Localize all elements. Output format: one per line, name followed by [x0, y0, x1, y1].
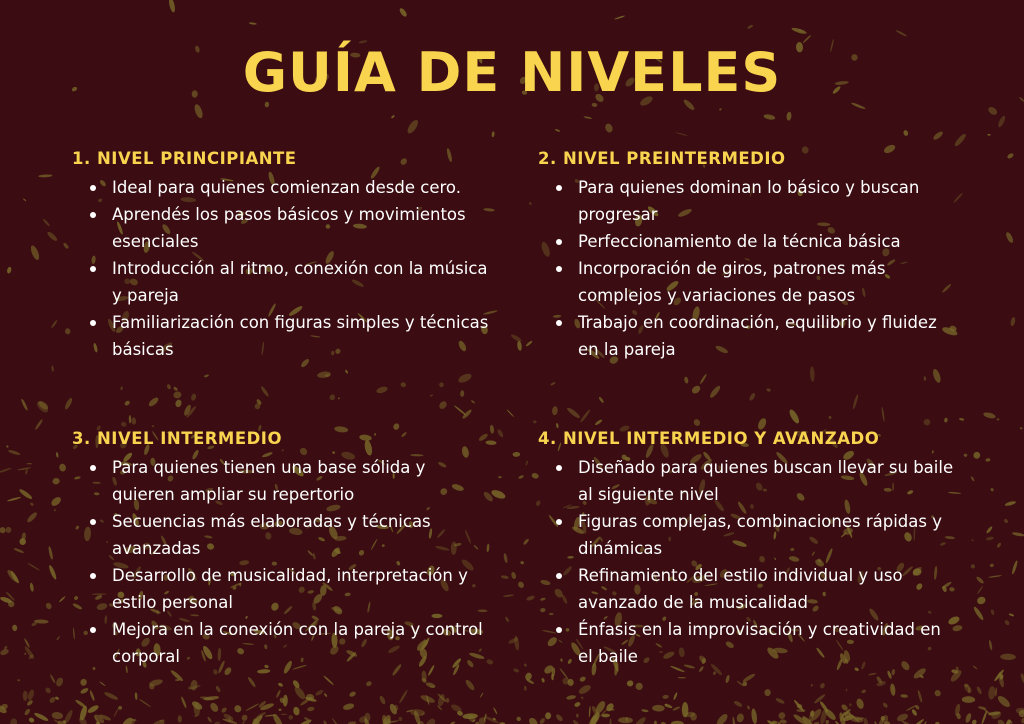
- bullet-icon: [556, 519, 562, 525]
- list-item: [72, 255, 492, 309]
- list-item-text: Familiarización con figuras simples y técnicas básicas: [112, 313, 489, 359]
- list-item: [72, 174, 492, 201]
- list-item-text: Mejora en la conexión con la pareja y control corporal: [112, 620, 483, 666]
- list-item-text: Diseñado para quienes buscan llevar su baile al siguiente nivel: [578, 458, 954, 504]
- list-item-text: Aprendés los pasos básicos y movimientos esenciales: [112, 205, 466, 251]
- bullet-list: [72, 174, 492, 363]
- list-item-text: Introducción al ritmo, conexión con la música y pareja: [112, 259, 488, 305]
- list-item: [538, 616, 958, 670]
- bullet-icon: [90, 519, 96, 525]
- list-item: [72, 562, 492, 616]
- bullet-icon: [556, 266, 562, 272]
- bullet-icon: [556, 627, 562, 633]
- list-item-text: Refinamiento del estilo individual y uso avanzado de la musicalidad: [578, 566, 903, 612]
- list-item-text: Para quienes tienen una base sólida y quieren ampliar su repertorio: [112, 458, 426, 504]
- list-item: [538, 174, 958, 228]
- bullet-icon: [556, 465, 562, 471]
- bullet-icon: [556, 239, 562, 245]
- list-item: [72, 309, 492, 363]
- list-item: [538, 228, 958, 255]
- list-item: [72, 454, 492, 508]
- list-item: [72, 508, 492, 562]
- bullet-icon: [90, 573, 96, 579]
- section-preintermedio: [538, 148, 958, 363]
- list-item: [72, 616, 492, 670]
- bullet-list: [72, 454, 492, 670]
- list-item: [72, 201, 492, 255]
- list-item-text: Trabajo en coordinación, equilibrio y fluidez en la pareja: [578, 313, 937, 359]
- list-item-text: Énfasis en la improvisación y creatividad en el baile: [578, 620, 941, 666]
- bullet-list: [538, 174, 958, 363]
- section-heading: 4. NIVEL INTERMEDIO Y AVANZADO: [538, 429, 880, 448]
- section-intermedio-avanzado: [538, 428, 958, 670]
- list-item-text: Incorporación de giros, patrones más complejos y variaciones de pasos: [578, 259, 886, 305]
- page-title: GUÍA DE NIVELES: [242, 41, 782, 104]
- list-item-text: Perfeccionamiento de la técnica básica: [578, 232, 901, 251]
- section-heading: 3. NIVEL INTERMEDIO: [72, 429, 282, 448]
- list-item-text: Secuencias más elaboradas y técnicas avanzadas: [112, 512, 431, 558]
- section-heading: 2. NIVEL PREINTERMEDIO: [538, 149, 786, 168]
- bullet-icon: [90, 627, 96, 633]
- list-item-text: Figuras complejas, combinaciones rápidas y dinámicas: [578, 512, 942, 558]
- bullet-icon: [556, 185, 562, 191]
- list-item-text: Para quienes dominan lo básico y buscan progresar: [578, 178, 920, 224]
- bullet-icon: [90, 185, 96, 191]
- bullet-icon: [90, 212, 96, 218]
- bullet-icon: [90, 266, 96, 272]
- list-item-text: Desarrollo de musicalidad, interpretación y estilo personal: [112, 566, 468, 612]
- bullet-list: [538, 454, 958, 670]
- list-item-text: Ideal para quienes comienzan desde cero.: [112, 178, 461, 197]
- list-item: [538, 255, 958, 309]
- section-principiante: [72, 148, 492, 363]
- section-intermedio: [72, 428, 492, 670]
- section-heading: 1. NIVEL PRINCIPIANTE: [72, 149, 297, 168]
- bullet-icon: [90, 320, 96, 326]
- list-item: [538, 508, 958, 562]
- list-item: [538, 454, 958, 508]
- list-item: [538, 562, 958, 616]
- bullet-icon: [556, 320, 562, 326]
- bullet-icon: [90, 465, 96, 471]
- list-item: [538, 309, 958, 363]
- bullet-icon: [556, 573, 562, 579]
